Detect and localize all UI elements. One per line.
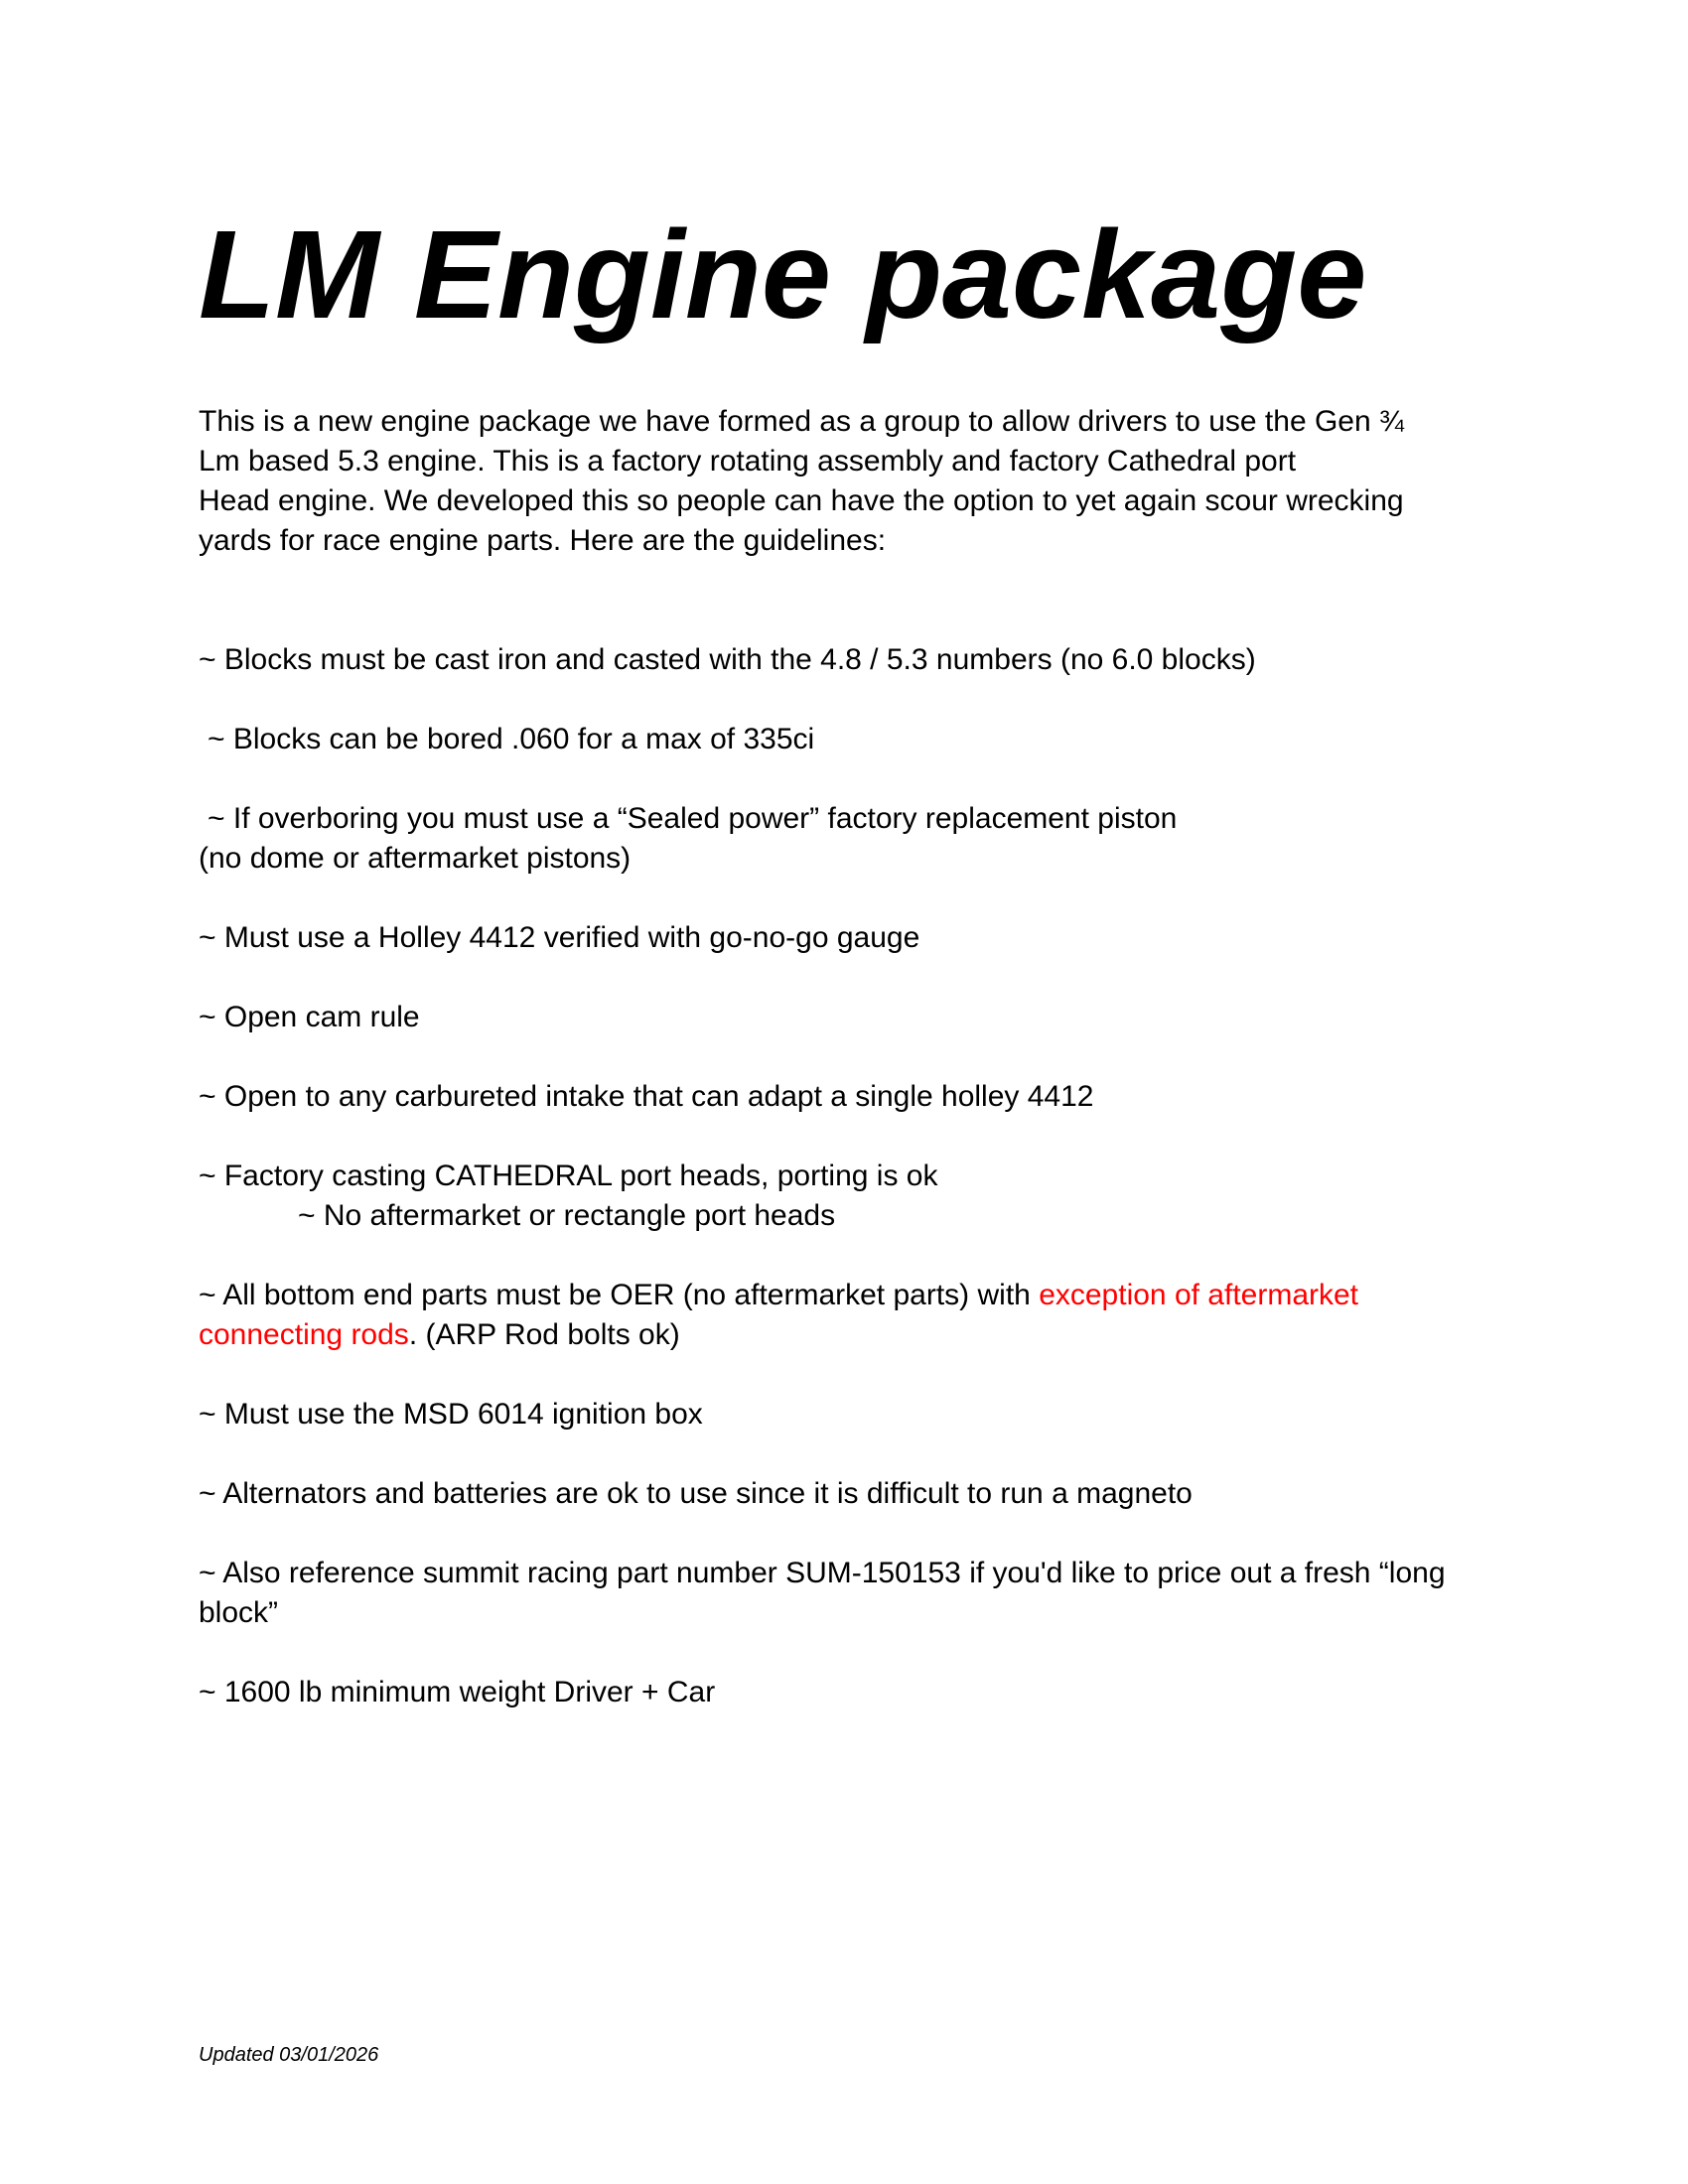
rule-highlight: exception of aftermarket	[1039, 1279, 1359, 1311]
intro-line: This is a new engine package we have formed as a group to allow drivers to use the Gen ¾	[199, 405, 1405, 438]
intro-paragraph	[199, 402, 1509, 561]
intro-line: Head engine. We developed this so people can have the option to yet again scour wrecking	[199, 484, 1404, 517]
rule-text: ~ Open to any carbureted intake that can adapt a single holley 4412	[199, 1080, 1094, 1113]
rule-text: ~ Must use the MSD 6014 ignition box	[199, 1398, 703, 1431]
rule-text: block”	[199, 1596, 279, 1629]
rule-text: ~ All bottom end parts must be OER (no aftermarket parts) with	[199, 1279, 1040, 1311]
rule-cam	[199, 998, 1509, 1037]
rule-overbore	[199, 799, 1509, 879]
rule-intake	[199, 1077, 1509, 1117]
rule-bottom-end	[199, 1276, 1509, 1355]
intro-line: yards for race engine parts. Here are the guidelines:	[199, 524, 887, 557]
rule-text: (no dome or aftermarket pistons)	[199, 842, 632, 875]
rule-bottom-end-line2	[199, 1315, 1509, 1355]
updated-date: Updated 03/01/2026	[199, 2044, 379, 2066]
rule-text: ~ Also reference summit racing part number SUM-150153 if you'd like to price out a fresh “long	[199, 1557, 1446, 1589]
rule-text: ~ Alternators and batteries are ok to use since it is difficult to run a magneto	[199, 1477, 1193, 1510]
rule-text: ~ Must use a Holley 4412 verified with go-no-go gauge	[199, 921, 920, 954]
page-title: LM Engine package	[199, 205, 1367, 344]
rule-text: . (ARP Rod bolts ok)	[408, 1318, 680, 1351]
rule-carburetor	[199, 918, 1509, 958]
rule-text: ~ Blocks can be bored .060 for a max of 335ci	[208, 723, 815, 755]
rule-alternators	[199, 1474, 1509, 1514]
rule-text: ~ Factory casting CATHEDRAL port heads, porting is ok	[199, 1160, 938, 1192]
rule-heads	[199, 1157, 1509, 1236]
rule-bottom-end-line1	[199, 1276, 1509, 1315]
rule-subtext: ~ No aftermarket or rectangle port heads	[298, 1199, 836, 1232]
rule-weight	[199, 1673, 1509, 1712]
rule-highlight: connecting rods	[199, 1318, 409, 1351]
rule-blocks-material	[199, 640, 1509, 680]
rule-text: ~ Blocks must be cast iron and casted with the 4.8 / 5.3 numbers (no 6.0 blocks)	[199, 643, 1256, 676]
rule-blocks-bore	[199, 720, 1509, 759]
rule-ignition	[199, 1395, 1509, 1434]
intro-line: Lm based 5.3 engine. This is a factory rotating assembly and factory Cathedral port	[199, 445, 1297, 478]
rule-text: ~ If overboring you must use a “Sealed power” factory replacement piston	[208, 802, 1178, 835]
rule-text: ~ 1600 lb minimum weight Driver + Car	[199, 1676, 716, 1708]
rule-text: ~ Open cam rule	[199, 1001, 420, 1033]
rule-reference	[199, 1554, 1509, 1633]
